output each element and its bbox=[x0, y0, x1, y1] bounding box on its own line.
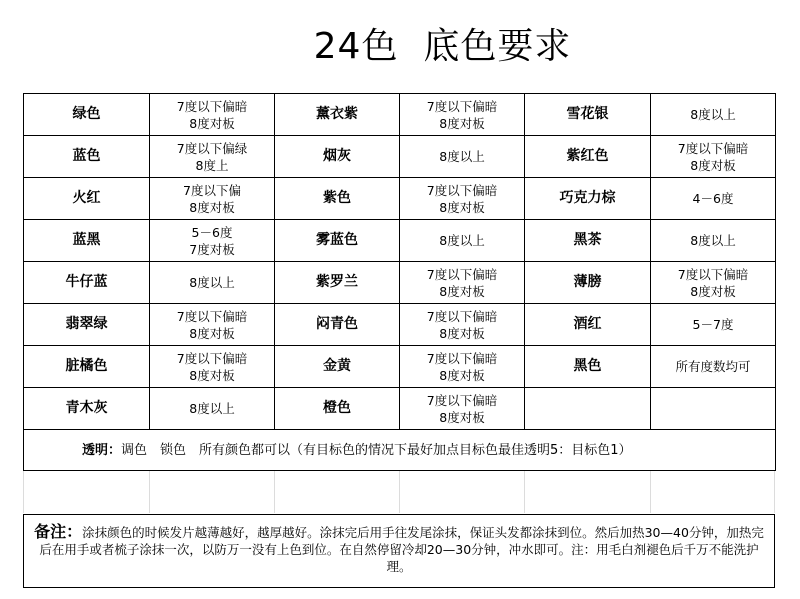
base-level-cell bbox=[400, 346, 525, 388]
color-name-cell: 火红 bbox=[24, 178, 150, 220]
table-row bbox=[24, 220, 776, 262]
base-level-line: 8度对板 bbox=[439, 283, 485, 299]
base-level-line: 8度对板 bbox=[189, 199, 235, 215]
base-level-line: 5－7度 bbox=[692, 317, 734, 332]
transparent-note-cell bbox=[24, 430, 776, 471]
color-name-cell: 闷青色 bbox=[275, 304, 400, 346]
base-level-line: 所有度数均可 bbox=[675, 359, 751, 374]
base-level-line: 8度对板 bbox=[189, 325, 235, 341]
base-level-cell bbox=[400, 388, 525, 430]
color-name-cell: 紫色 bbox=[275, 178, 400, 220]
base-level-cell bbox=[150, 304, 275, 346]
base-level-line: 7度以下偏 bbox=[183, 182, 241, 198]
color-name-cell: 薰衣紫 bbox=[275, 94, 400, 136]
base-level-cell bbox=[150, 136, 275, 178]
base-level-line: 7度以下偏暗 bbox=[176, 98, 248, 114]
base-level-line: 8度对板 bbox=[439, 367, 485, 383]
table-row bbox=[24, 388, 776, 430]
base-level-cell bbox=[400, 178, 525, 220]
color-name-cell: 金黄 bbox=[275, 346, 400, 388]
base-level-line: 8度上 bbox=[195, 157, 229, 173]
color-name-cell: 青木灰 bbox=[24, 388, 150, 430]
color-name-cell: 蓝色 bbox=[24, 136, 150, 178]
color-name-cell: 雾蓝色 bbox=[275, 220, 400, 262]
color-name-cell: 紫罗兰 bbox=[275, 262, 400, 304]
color-name-cell: 绿色 bbox=[24, 94, 150, 136]
page-title: 24色 底色要求 bbox=[313, 26, 572, 67]
color-name-cell bbox=[525, 388, 651, 430]
color-name-cell: 黑色 bbox=[525, 346, 651, 388]
base-level-line: 7度以下偏暗 bbox=[426, 182, 498, 198]
base-level-line: 7度以下偏绿 bbox=[176, 140, 248, 156]
base-level-line: 8度以上 bbox=[439, 149, 485, 164]
remark-label: 备注： bbox=[34, 522, 83, 541]
color-name-cell: 黑茶 bbox=[525, 220, 651, 262]
empty-grid-row bbox=[23, 471, 775, 513]
base-level-cell bbox=[400, 220, 525, 262]
base-level-line: 7度以下偏暗 bbox=[176, 308, 248, 324]
color-name-cell: 薄膀 bbox=[525, 262, 651, 304]
base-level-line: 8度对板 bbox=[189, 115, 235, 131]
base-level-line: 8度以上 bbox=[189, 401, 235, 416]
base-level-cell bbox=[150, 346, 275, 388]
color-name-cell: 酒红 bbox=[525, 304, 651, 346]
base-level-line: 7度以下偏暗 bbox=[426, 308, 498, 324]
base-level-cell bbox=[150, 262, 275, 304]
transparent-note-row bbox=[24, 430, 776, 471]
color-name-cell: 紫红色 bbox=[525, 136, 651, 178]
base-level-cell bbox=[651, 178, 776, 220]
transparent-note-label: 透明： bbox=[82, 442, 122, 458]
color-name-cell: 脏橘色 bbox=[24, 346, 150, 388]
remark-text: 涂抹颜色的时候发片越薄越好，越厚越好。涂抹完后用手往发尾涂抹，保证头发都涂抹到位。然后加热30—40分钟，加热完后在用手或者梳子涂抹一次，以防万一没有上色到位。在自然停留冷却20—30分钟，冲水即可。注：用毛白剂褪色后千万不能洗护理。 bbox=[39, 525, 764, 574]
base-level-line: 8度对板 bbox=[189, 367, 235, 383]
base-level-cell bbox=[400, 136, 525, 178]
base-level-line: 8度对板 bbox=[439, 199, 485, 215]
base-level-line: 7度对板 bbox=[189, 241, 235, 257]
base-level-line: 7度以下偏暗 bbox=[677, 266, 749, 282]
base-level-line: 8度对板 bbox=[439, 325, 485, 341]
base-level-line: 7度以下偏暗 bbox=[426, 350, 498, 366]
base-level-cell bbox=[150, 388, 275, 430]
color-name-cell: 牛仔蓝 bbox=[24, 262, 150, 304]
base-level-cell bbox=[150, 178, 275, 220]
table-row bbox=[24, 346, 776, 388]
remark-box bbox=[23, 514, 775, 588]
base-level-cell bbox=[651, 94, 776, 136]
base-level-cell bbox=[150, 220, 275, 262]
base-level-cell bbox=[651, 262, 776, 304]
color-name-cell: 蓝黑 bbox=[24, 220, 150, 262]
base-level-line: 8度对板 bbox=[690, 283, 736, 299]
base-level-cell bbox=[400, 304, 525, 346]
color-name-cell: 巧克力棕 bbox=[525, 178, 651, 220]
color-name-cell: 橙色 bbox=[275, 388, 400, 430]
base-level-cell bbox=[651, 220, 776, 262]
base-level-line: 8度对板 bbox=[690, 157, 736, 173]
base-level-line: 8度对板 bbox=[439, 409, 485, 425]
base-level-line: 8度以上 bbox=[189, 275, 235, 290]
base-level-line: 7度以下偏暗 bbox=[176, 350, 248, 366]
base-level-line: 8度对板 bbox=[439, 115, 485, 131]
base-level-cell bbox=[400, 94, 525, 136]
color-name-cell: 翡翠绿 bbox=[24, 304, 150, 346]
base-level-cell bbox=[651, 388, 776, 430]
color-requirements-table bbox=[23, 93, 776, 471]
base-level-line: 7度以下偏暗 bbox=[426, 266, 498, 282]
table-row bbox=[24, 94, 776, 136]
color-name-cell: 雪花银 bbox=[525, 94, 651, 136]
table-row bbox=[24, 136, 776, 178]
base-level-line: 8度以上 bbox=[439, 233, 485, 248]
base-level-line: 7度以下偏暗 bbox=[426, 98, 498, 114]
base-level-cell bbox=[651, 136, 776, 178]
base-level-cell bbox=[651, 304, 776, 346]
base-level-line: 7度以下偏暗 bbox=[426, 392, 498, 408]
table-row bbox=[24, 262, 776, 304]
base-level-line: 8度以上 bbox=[690, 107, 736, 122]
color-name-cell: 烟灰 bbox=[275, 136, 400, 178]
base-level-line: 7度以下偏暗 bbox=[677, 140, 749, 156]
table-row bbox=[24, 304, 776, 346]
table-row bbox=[24, 178, 776, 220]
base-level-cell bbox=[400, 262, 525, 304]
base-level-line: 5－6度 bbox=[191, 224, 233, 240]
base-level-cell bbox=[150, 94, 275, 136]
transparent-note-text: 调色 锁色 所有颜色都可以（有目标色的情况下最好加点目标色最佳透明5：目标色1） bbox=[121, 442, 632, 458]
base-level-line: 8度以上 bbox=[690, 233, 736, 248]
base-level-line: 4－6度 bbox=[692, 191, 734, 206]
base-level-cell bbox=[651, 346, 776, 388]
